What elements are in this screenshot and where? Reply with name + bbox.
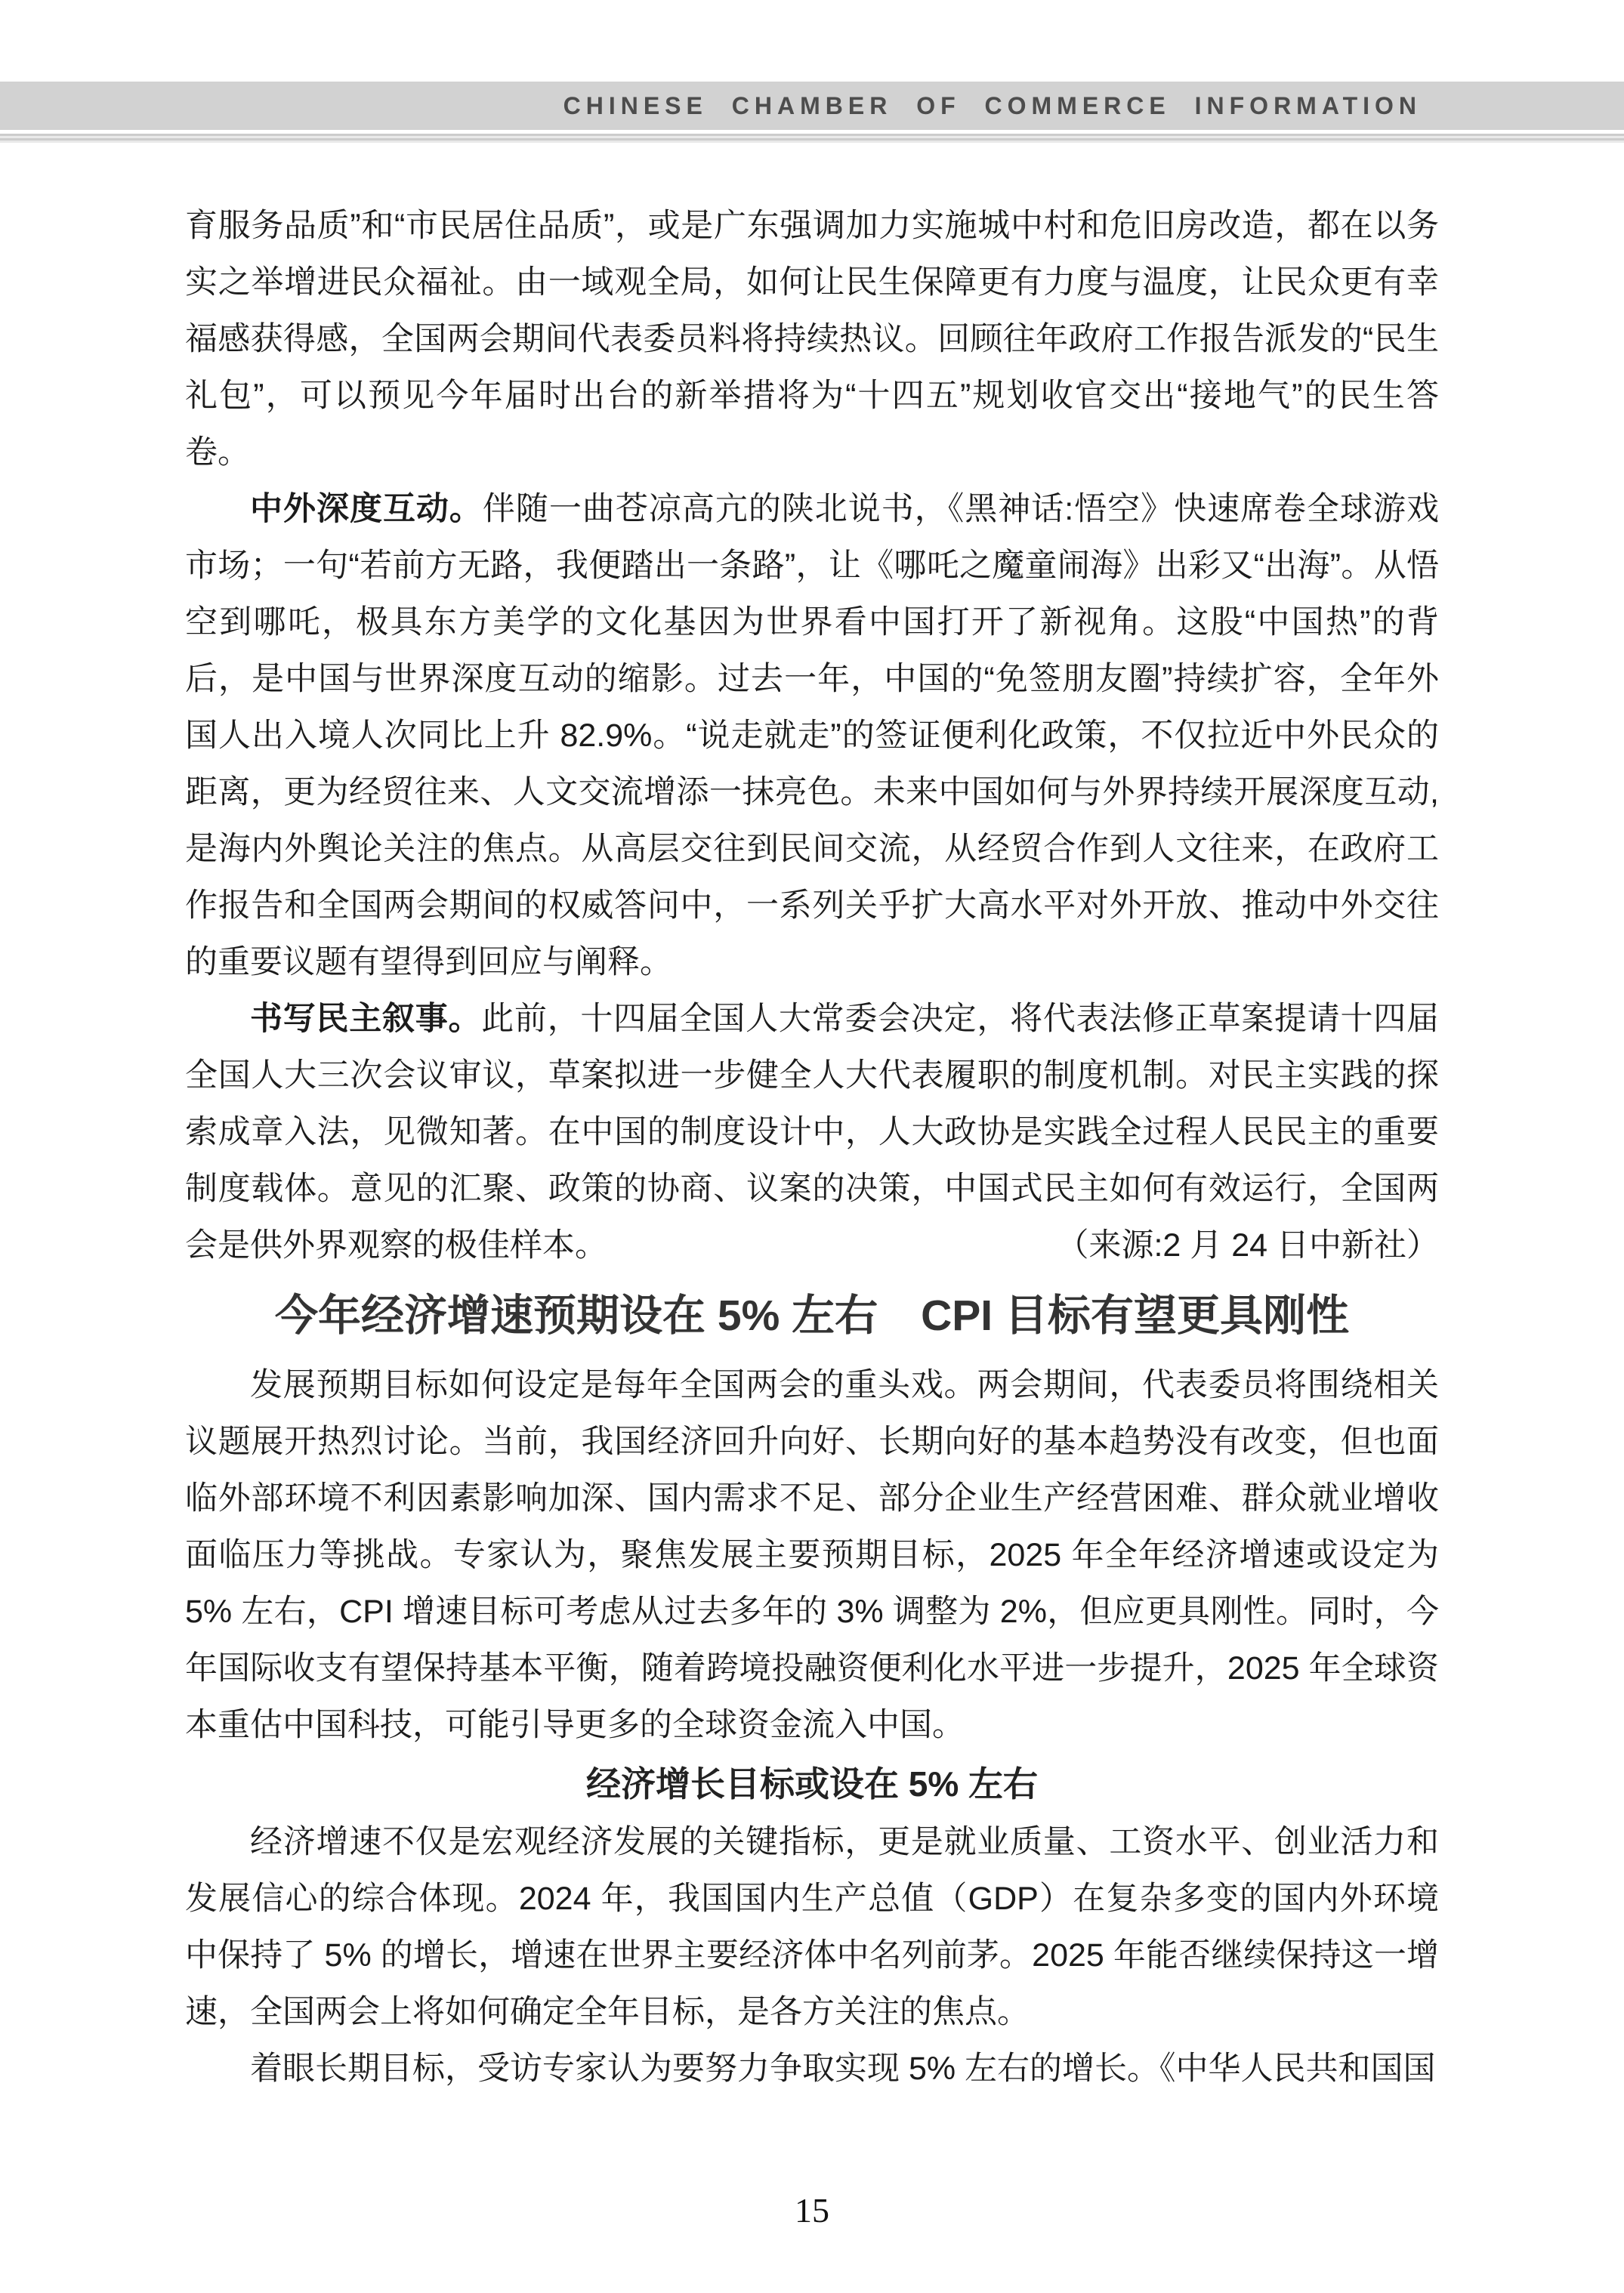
paragraph-text: 着眼长期目标，受访专家认为要努力争取实现 5% 左右的增长。《中华人民共和国国 bbox=[250, 2051, 1436, 2087]
paragraph-text: 发展预期目标如何设定是每年全国两会的重头戏。两会期间，代表委员将围绕相关议题展开热烈讨论。当前，我国经济回升向好、长期向好的基本趋势没有改变，但也面临外部环境不利因素影响加深、国内需求不足、部分企业生产经营困难、群众就业增收面临压力等挑战。专家认为，聚焦发展主要预期目标，2025 年全年经济增速或设定为 5% 左右，CPI 增速目标可考虑从过去多年的 3% 调整为 2%，但应更具刚性。同时，今年国际收支有望保持基本平衡，随着跨境投融资便利化水平进一步提升，2025 年全球资本重估中国科技，可能引导更多的全球资金流入中国。 bbox=[185, 1367, 1439, 1743]
paragraph-lead: 书写民主叙事。 bbox=[250, 1001, 482, 1037]
paragraph-text: 伴随一曲苍凉高亢的陕北说书，《黑神话:悟空》快速席卷全球游戏市场；一句“若前方无路，我便踏出一条路”，让《哪吒之魔童闹海》出彩又“出海”。从悟空到哪吒，极具东方美学的文化基因为世界看中国打开了新视角。这股“中国热”的背后，是中国与世界深度互动的缩影。过去一年，中国的“免签朋友圈”持续扩容，全年外国人出入境人次同比上升 82.9%。“说走就走”的签证便利化政策，不仅拉近中外民众的距离，更为经贸往来、人文交流增添一抹亮色。未来中国如何与外界持续开展深度互动,是海内外舆论关注的焦点。从高层交往到民间交流，从经贸合作到人文往来，在政府工作报告和全国两会期间的权威答问中，一系列关乎扩大高水平对外开放、推动中外交往的重要议题有望得到回应与阐释。 bbox=[185, 491, 1440, 980]
paragraph bbox=[185, 991, 1439, 1274]
paragraph-text: 育服务品质”和“市民居住品质”，或是广东强调加力实施城中村和危旧房改造，都在以务实之举增进民众福祉。由一域观全局，如何让民生保障更有力度与温度，让民众更有幸福感获得感，全国两会期间代表委员料将持续热议。回顾往年政府工作报告派发的“民生礼包”，可以预见今年届时出台的新举措将为“十四五”规划收官交出“接地气”的民生答卷。 bbox=[185, 208, 1439, 471]
paragraph bbox=[185, 2041, 1439, 2097]
section-subheading: 经济增长目标或设在 5% 左右 bbox=[585, 1764, 1039, 1804]
paragraph-text: 此前，十四届全国人大常委会决定，将代表法修正草案提请十四届全国人大三次会议审议，草案拟进一步健全人大代表履职的制度机制。对民主实践的探索成章入法，见微知著。在中国的制度设计中，人大政协是实践全过程人民民主的重要制度载体。意见的汇聚、政策的协商、议案的决策，中国式民主如何有效运行，全国两会是供外界观察的极佳样本。 bbox=[185, 1001, 1440, 1264]
source-attribution: （来源:2 月 24 日中新社） bbox=[1056, 1227, 1439, 1264]
paragraph bbox=[185, 1814, 1439, 2041]
page-number: 15 bbox=[795, 2191, 829, 2230]
paragraph-lead: 中外深度互动。 bbox=[250, 491, 483, 527]
header-divider bbox=[0, 134, 1624, 143]
header-title: CHINESE CHAMBER OF COMMERCE INFORMATION bbox=[563, 91, 1422, 119]
paragraph bbox=[185, 481, 1439, 991]
header-band bbox=[0, 82, 1624, 130]
paragraph bbox=[185, 198, 1439, 481]
article-title: 今年经济增速预期设在 5% 左右 CPI 目标有望更具刚性 bbox=[275, 1292, 1349, 1340]
paragraph-text: 经济增速不仅是宏观经济发展的关键指标，更是就业质量、工资水平、创业活力和发展信心的综合体现。2024 年，我国国内生产总值（GDP）在复杂多变的国内外环境中保持了 5% 的增长，增速在世界主要经济体中名列前茅。2025 年能否继续保持这一增速，全国两会上将如何确定全年目标，是各方关注的焦点。 bbox=[185, 1824, 1439, 2030]
paragraph bbox=[185, 1357, 1439, 1754]
article-body bbox=[185, 198, 1439, 2097]
